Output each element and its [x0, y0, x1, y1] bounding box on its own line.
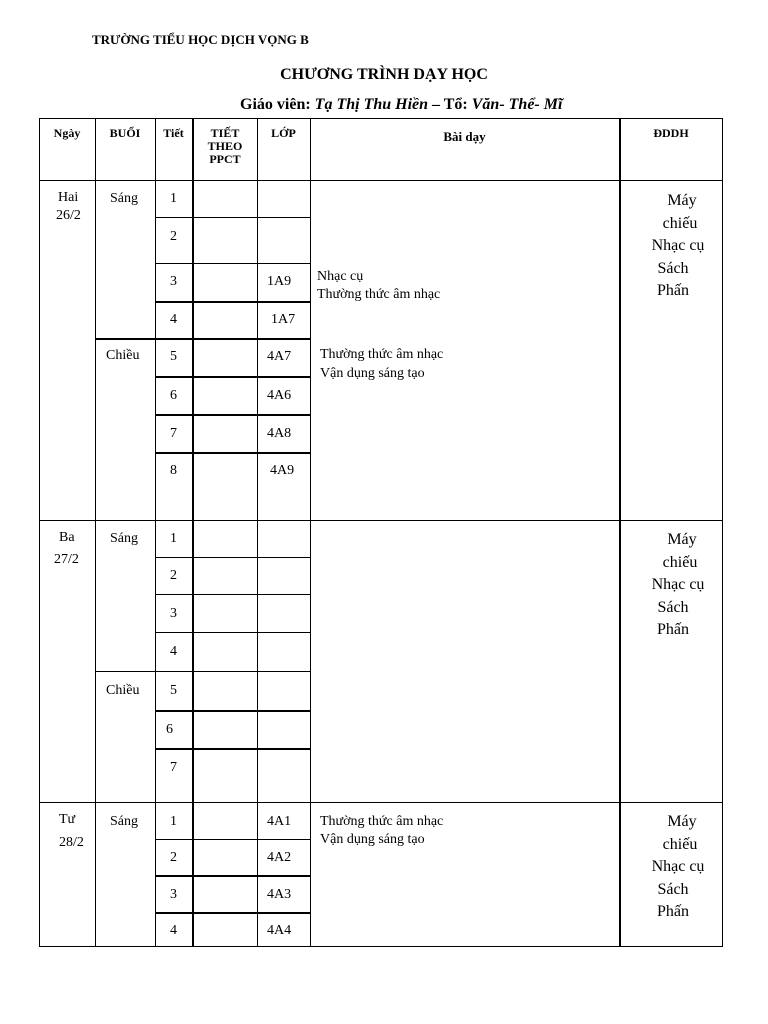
day1-row-line: [155, 452, 310, 454]
day2-name: Ba: [59, 530, 75, 545]
day1-period: 5: [170, 349, 177, 364]
day1-lesson: Vận dụng sáng tạo: [320, 366, 425, 381]
day1-class: 4A7: [267, 349, 292, 364]
day3-period: 4: [170, 923, 177, 938]
day1-row-line: [155, 301, 310, 303]
equipment-item: Máy: [667, 531, 697, 548]
header-ppct: [193, 127, 257, 166]
day1-row-line: [155, 414, 310, 416]
day2-date: 27/2: [54, 552, 79, 567]
equipment-item: chiếu: [662, 835, 698, 853]
equipment-item: Sách: [657, 259, 689, 277]
equipment-item: chiếu: [662, 214, 698, 232]
day1-period: 8: [170, 463, 177, 478]
day1-class: 4A8: [267, 426, 292, 441]
day3-class: 4A1: [267, 814, 292, 829]
day2-afternoon: Chiều: [106, 683, 140, 698]
header-class: LỚP: [271, 126, 296, 140]
day2-row-line: [155, 594, 310, 595]
day1-period: 7: [170, 426, 177, 441]
equipment-item: Sách: [657, 880, 689, 898]
day2-row-line: [155, 748, 310, 750]
equipment-item: Phấn: [657, 282, 689, 299]
title-text: CHƯƠNG TRÌNH DẠY HỌC: [280, 66, 488, 83]
day1-lesson: Thường thức âm nhạc: [317, 287, 441, 302]
header-ppct-line2: THEO: [207, 139, 243, 153]
day3-period: 1: [170, 814, 177, 829]
day1-row-line: [95, 338, 310, 340]
day1-name: Hai: [58, 190, 79, 205]
day2-row-line: [155, 710, 310, 712]
day3-name: Tư: [59, 812, 76, 827]
group-name: Văn- Thể- Mĩ: [471, 96, 563, 113]
day2-row-line: [95, 671, 310, 672]
header-session: BUỔI: [109, 126, 141, 140]
day3-lesson: Vận dụng sáng tạo: [320, 832, 425, 847]
school-name: TRƯỜNG TIỂU HỌC DỊCH VỌNG B: [92, 32, 309, 47]
day2-period: 4: [170, 644, 177, 659]
equipment-item: chiếu: [662, 553, 698, 571]
day3-class: 4A3: [267, 887, 292, 902]
day3-period: 2: [170, 850, 177, 865]
table-bottom-border: [39, 946, 723, 947]
col-lesson-equipment-divider: [619, 118, 621, 946]
teacher-label: Giáo viên:: [240, 96, 311, 113]
col-ppct-class-divider: [257, 118, 258, 946]
equipment-item: Nhạc cụ: [651, 237, 705, 254]
equipment-item: Máy: [667, 192, 697, 209]
day1-class: 4A9: [270, 463, 295, 478]
day2-morning: Sáng: [110, 531, 138, 546]
col-day-session-divider: [95, 118, 96, 946]
group-label: Tổ:: [443, 96, 468, 113]
day2-period: 7: [170, 760, 177, 775]
day1-period: 6: [170, 388, 177, 403]
equipment-item: Phấn: [657, 621, 689, 638]
day2-equipment: [628, 529, 728, 642]
header-equipment: ĐDDH: [653, 126, 689, 140]
day1-class: 1A7: [271, 312, 296, 327]
teacher-name: Tạ Thị Thu Hiền: [314, 96, 429, 113]
day1-row-line: [155, 217, 310, 218]
day1-period: 4: [170, 312, 177, 327]
equipment-item: Sách: [657, 598, 689, 616]
day3-class: 4A4: [267, 923, 292, 938]
day3-row-line: [155, 875, 310, 877]
day1-period: 2: [170, 229, 177, 244]
day1-class: 1A9: [267, 274, 292, 289]
col-left-border: [39, 118, 40, 946]
day3-lesson: Thường thức âm nhạc: [320, 814, 444, 829]
day2-row-line: [155, 557, 310, 558]
header-ppct-line1: TIẾT: [210, 126, 240, 140]
day2-row-line: [155, 632, 310, 633]
day3-row-line: [155, 912, 310, 914]
day3-row-line: [155, 839, 310, 840]
header-period: Tiết: [163, 126, 184, 140]
equipment-item: Nhạc cụ: [651, 576, 705, 593]
day1-period: 3: [170, 274, 177, 289]
day1-lesson: Nhạc cụ: [317, 269, 364, 284]
day1-row-line: [155, 376, 310, 378]
teacher-dash: –: [432, 96, 441, 113]
day2-period: 6: [166, 722, 173, 737]
day1-afternoon: Chiều: [106, 348, 140, 363]
day3-date: 28/2: [59, 835, 84, 850]
equipment-item: Nhạc cụ: [651, 858, 705, 875]
header-ppct-line3: PPCT: [209, 152, 241, 166]
col-class-lesson-divider: [310, 118, 311, 946]
header-day: Ngày: [53, 126, 81, 140]
equipment-item: Phấn: [657, 903, 689, 920]
col-session-period-divider: [155, 118, 156, 946]
day1-lesson: Thường thức âm nhạc: [320, 347, 444, 362]
day1-row-line: [155, 263, 310, 264]
day1-date: 26/2: [56, 208, 81, 223]
day3-period: 3: [170, 887, 177, 902]
day2-period: 1: [170, 531, 177, 546]
day1-morning: Sáng: [110, 191, 138, 206]
day1-period: 1: [170, 191, 177, 206]
col-period-ppct-divider: [192, 118, 194, 946]
day3-morning: Sáng: [110, 814, 138, 829]
day3-class: 4A2: [267, 850, 292, 865]
day1-equipment: [628, 190, 728, 303]
equipment-item: Máy: [667, 813, 697, 830]
day2-period: 2: [170, 568, 177, 583]
day1-class: 4A6: [267, 388, 292, 403]
header-lesson: Bài dạy: [443, 129, 486, 144]
day2-period: 3: [170, 606, 177, 621]
day3-equipment: [628, 811, 728, 924]
day2-period: 5: [170, 683, 177, 698]
